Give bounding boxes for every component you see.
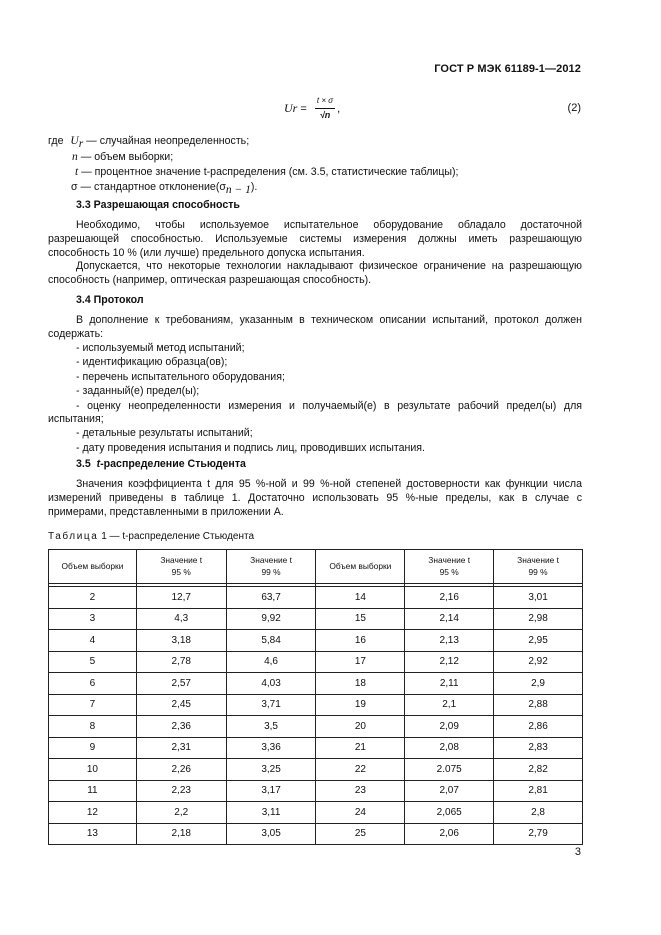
definition-text: — случайная неопределенность; xyxy=(83,135,250,147)
section-title-t: t xyxy=(96,458,101,470)
table-cell: 3,17 xyxy=(226,780,316,802)
table-cell: 2,9 xyxy=(494,673,583,695)
formula-expression xyxy=(284,94,340,124)
list-item: - используемый метод испытаний; xyxy=(76,341,245,354)
where-lead: где xyxy=(48,135,64,147)
table-caption-word: Таблица xyxy=(48,531,99,542)
table-cell: 3,36 xyxy=(226,737,316,759)
table-cell: 5 xyxy=(49,651,137,673)
section-title-rest: -распределение Стьюдента xyxy=(100,458,246,470)
section-title xyxy=(76,458,582,474)
table-cell: 3,71 xyxy=(226,694,316,716)
table-cell: 2,88 xyxy=(494,694,583,716)
paragraph: Необходимо, чтобы используемое испытательное оборудование обладало достаточной разрешающей способностью. Используемые системы измерения должны иметь разрешающую способность 10 % (или лучше) предельного допуска испытания. xyxy=(48,219,582,259)
table-cell: 2,57 xyxy=(136,673,226,695)
definition-tail: ). xyxy=(250,180,258,193)
formula-lhs: U xyxy=(284,101,293,116)
table-cell: 2,11 xyxy=(405,673,494,695)
table-cell: 3,01 xyxy=(494,587,583,609)
table-cell: 2.075 xyxy=(405,759,494,781)
table-cell: 10 xyxy=(49,759,137,781)
definition-symbol-sub: r xyxy=(78,138,84,151)
definition-symbol: U xyxy=(70,135,79,147)
definition-row xyxy=(48,150,588,166)
table-cell: 2,26 xyxy=(136,759,226,781)
table-row xyxy=(49,823,583,845)
table-cell: 18 xyxy=(316,673,405,695)
table-cell: 3,25 xyxy=(226,759,316,781)
definition-sub: n − 1 xyxy=(225,183,251,196)
table-cell: 13 xyxy=(49,823,137,845)
table-cell: 20 xyxy=(316,716,405,738)
table-caption xyxy=(48,530,254,543)
definition-symbol: t xyxy=(75,166,79,178)
header-t-label: Значение t xyxy=(160,555,203,566)
table-row xyxy=(49,780,583,802)
table-row xyxy=(49,630,583,652)
section-title: 3.3 Разрешающая способность xyxy=(76,199,240,211)
definition-text: — стандартное отклонение(σ xyxy=(77,180,226,193)
table-row xyxy=(49,608,583,630)
formula-tail: , xyxy=(337,102,341,115)
table-cell: 3,11 xyxy=(226,802,316,824)
table-cell: 2,82 xyxy=(494,759,583,781)
definition-row xyxy=(48,134,588,150)
table-cell: 7 xyxy=(49,694,137,716)
section-3-4 xyxy=(48,294,582,456)
definition-row xyxy=(48,181,588,197)
table-cell: 63,7 xyxy=(226,587,316,609)
table-cell: 4 xyxy=(49,630,137,652)
header-t-99 xyxy=(494,550,583,584)
section-3-5 xyxy=(48,458,582,519)
definition-row xyxy=(48,165,588,181)
table-cell: 3 xyxy=(49,608,137,630)
symbol-definitions xyxy=(48,134,588,196)
table-cell: 2,16 xyxy=(405,587,494,609)
table-cell: 2,98 xyxy=(494,608,583,630)
table-cell: 24 xyxy=(316,802,405,824)
header-sample-size: Объем выборки xyxy=(316,550,405,584)
table-cell: 2,09 xyxy=(405,716,494,738)
table-row xyxy=(49,694,583,716)
table-cell: 2,86 xyxy=(494,716,583,738)
table-header-row xyxy=(49,550,583,584)
definition-symbol: σ xyxy=(71,180,78,193)
paragraph: В дополнение к требованиям, указанным в техническом описании испытаний, протокол должен содержать: xyxy=(48,314,582,340)
table-cell: 15 xyxy=(316,608,405,630)
table-row xyxy=(49,587,583,609)
paragraph: Значения коэффициента t для 95 %-ной и 99 %-ной степеней достоверности как функции числа измерений приведены в таблице 1. Достаточно использовать 95 %-ные пределы, как в случае с примерами, представленными в приложении А. xyxy=(48,478,582,518)
table-cell: 25 xyxy=(316,823,405,845)
header-t-95 xyxy=(405,550,494,584)
table-cell: 23 xyxy=(316,780,405,802)
table-cell: 2,31 xyxy=(136,737,226,759)
equation-number: (2) xyxy=(567,102,581,114)
table-cell: 9,92 xyxy=(226,608,316,630)
table-cell: 12 xyxy=(49,802,137,824)
formula-denominator: √n xyxy=(319,109,331,120)
t-distribution-table xyxy=(48,549,583,845)
table-cell: 2,81 xyxy=(494,780,583,802)
table-cell: 19 xyxy=(316,694,405,716)
list-item: - перечень испытательного оборудования; xyxy=(76,370,285,383)
header-t-level: 99 % xyxy=(528,566,548,577)
header-t-level: 99 % xyxy=(261,566,281,577)
table-row xyxy=(49,759,583,781)
header-t-level: 95 % xyxy=(171,566,191,577)
table-cell: 2,2 xyxy=(136,802,226,824)
table-cell: 2,23 xyxy=(136,780,226,802)
header-t-label: Значение t xyxy=(428,555,471,566)
table-cell: 3,5 xyxy=(226,716,316,738)
table-cell: 2,07 xyxy=(405,780,494,802)
formula-equals: = xyxy=(297,102,310,115)
table-cell: 2 xyxy=(49,587,137,609)
table-row xyxy=(49,716,583,738)
formula-2 xyxy=(0,94,661,124)
list-item: - дату проведения испытания и подпись лиц, проводивших испытания. xyxy=(76,441,425,454)
table-cell: 12,7 xyxy=(136,587,226,609)
table-row xyxy=(49,651,583,673)
header-t-95 xyxy=(136,550,226,584)
table-cell: 9 xyxy=(49,737,137,759)
table-cell: 2,79 xyxy=(494,823,583,845)
table-cell: 2,13 xyxy=(405,630,494,652)
header-t-99 xyxy=(226,550,316,584)
table-row xyxy=(49,673,583,695)
definition-text: — процентное значение t-распределения (см. 3.5, статистические таблицы); xyxy=(78,166,459,178)
table-cell: 16 xyxy=(316,630,405,652)
table-cell: 2,1 xyxy=(405,694,494,716)
table-cell: 2,06 xyxy=(405,823,494,845)
formula-numerator: t × σ xyxy=(315,96,335,108)
table-cell: 5,84 xyxy=(226,630,316,652)
table-cell: 22 xyxy=(316,759,405,781)
table-cell: 17 xyxy=(316,651,405,673)
list-item: - идентификацию образца(ов); xyxy=(76,356,228,369)
page-number: 3 xyxy=(574,846,581,858)
table-cell: 4,3 xyxy=(136,608,226,630)
table-cell: 11 xyxy=(49,780,137,802)
header-t-level: 95 % xyxy=(439,566,459,577)
list-item: - оценку неопределенности измерения и получаемый(е) в результате рабочий предел(ы) для испытания; xyxy=(48,399,582,426)
table-cell: 3,05 xyxy=(226,823,316,845)
table-cell: 4,03 xyxy=(226,673,316,695)
header-sample-size: Объем выборки xyxy=(49,550,137,584)
table-cell: 2,18 xyxy=(136,823,226,845)
list-item: - детальные результаты испытаний; xyxy=(76,427,253,440)
header-t-label: Значение t xyxy=(250,555,292,566)
formula-lhs-sub: r xyxy=(292,101,298,116)
table-cell: 14 xyxy=(316,587,405,609)
header-t-label: Значение t xyxy=(517,555,559,566)
section-number: 3.5 xyxy=(76,458,91,470)
table-cell: 2,8 xyxy=(494,802,583,824)
table-cell: 2,065 xyxy=(405,802,494,824)
table-cell: 2,36 xyxy=(136,716,226,738)
paragraph: Допускается, что некоторые технологии накладывают физическое ограничение на разрешающую способность (например, оптическая разрешающая способность). xyxy=(48,260,582,287)
table-cell: 2,45 xyxy=(136,694,226,716)
table-cell: 2,08 xyxy=(405,737,494,759)
document-header: ГОСТ Р МЭК 61189-1—2012 xyxy=(434,63,581,75)
table-cell: 2,12 xyxy=(405,651,494,673)
table-cell: 8 xyxy=(49,716,137,738)
section-3-3 xyxy=(48,199,582,288)
section-title: 3.4 Протокол xyxy=(76,294,144,306)
table-row xyxy=(49,737,583,759)
table-row xyxy=(49,802,583,824)
table-cell: 4,6 xyxy=(226,651,316,673)
definition-symbol: n xyxy=(72,150,78,163)
definition-text: — объем выборки; xyxy=(77,150,174,163)
list-item: - заданный(е) предел(ы); xyxy=(76,385,200,398)
table-cell: 2,78 xyxy=(136,651,226,673)
table-cell: 21 xyxy=(316,737,405,759)
table-cell: 2,95 xyxy=(494,630,583,652)
table-cell: 6 xyxy=(49,673,137,695)
table-cell: 2,83 xyxy=(494,737,583,759)
formula-fraction xyxy=(315,96,335,121)
table-caption-rest: 1 — t-распределение Стьюдента xyxy=(98,531,255,542)
table-cell: 3,18 xyxy=(136,630,226,652)
table-cell: 2,14 xyxy=(405,608,494,630)
table-cell: 2,92 xyxy=(494,651,583,673)
